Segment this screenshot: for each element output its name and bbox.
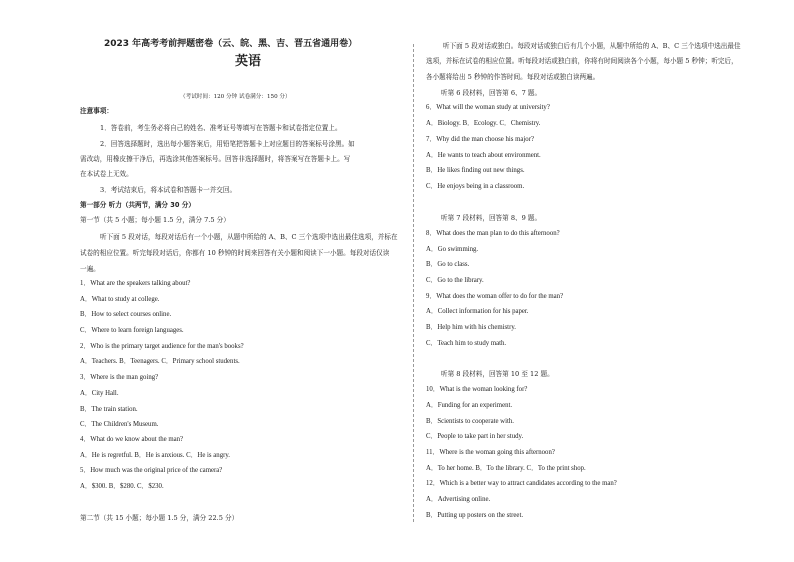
question-10: 10．What is the woman looking for? — [426, 386, 528, 393]
option: A．To her home. B．To the library. C．To the print shop. — [426, 465, 586, 472]
option: B．Go to class. — [426, 261, 470, 268]
option: C．Teach him to study math. — [426, 340, 507, 347]
option: B．The train station. — [80, 406, 138, 413]
material-heading: 听第 8 段材料，回答第 10 至 12 题。 — [441, 370, 554, 378]
notes-item: 在本试卷上无效。 — [80, 170, 133, 178]
question-6: 6．What will the woman study at university? — [426, 104, 550, 111]
exam-info: （考试时间：120 分钟 试卷满分：150 分） — [180, 94, 291, 100]
section2-instructions: 听下面 5 段对话或独白。每段对话或独白后有几个小题，从题中所给的 A、B、C 三个选项中选出最佳 — [443, 42, 741, 50]
question-8: 8．What does the man plan to do this afternoon? — [426, 230, 560, 237]
option: B．Putting up posters on the street. — [426, 512, 524, 519]
question-9: 9．What does the woman offer to do for the man? — [426, 293, 564, 300]
option: A．Funding for an experiment. — [426, 402, 513, 409]
option: C．He enjoys being in a classroom. — [426, 183, 525, 190]
question-1: 1．What are the speakers talking about? — [80, 280, 191, 287]
notes-item: 2．回答选择题时，选出每小题答案后，用铅笔把答题卡上对应题目的答案标号涂黑。如 — [100, 140, 355, 148]
option: C．The Children's Museum. — [80, 421, 159, 428]
option: A．Teachers. B．Teenagers. C．Primary school students. — [80, 358, 240, 365]
option: C．People to take part in her study. — [426, 433, 524, 440]
section2-instructions: 选项，并标在试卷的相应位置。听每段对话或独白前，你将有时间阅读各个小题，每小题 5 秒钟；听完后， — [426, 57, 738, 65]
option: A．Advertising online. — [426, 496, 491, 503]
option: A．He wants to teach about environment. — [426, 152, 541, 159]
section1-heading: 第一节（共 5 小题；每小题 1.5 分，满分 7.5 分） — [80, 216, 230, 224]
part1-heading: 第一部分 听力（共两节，满分 30 分） — [80, 201, 195, 209]
section2-instructions: 各小题将给出 5 秒钟的作答时间。每段对话或独白读两遍。 — [426, 73, 600, 81]
option: B．Scientists to cooperate with. — [426, 418, 514, 425]
question-2: 2．Who is the primary target audience for the man's books? — [80, 343, 244, 350]
question-3: 3．Where is the man going? — [80, 374, 159, 381]
option: A．What to study at college. — [80, 296, 160, 303]
option: B．How to select courses online. — [80, 311, 172, 318]
option: A．$300. B．$280. C．$230. — [80, 483, 164, 490]
section1-instructions: 试卷的相应位置。听完每段对话后，你都有 10 秒钟的时间来回答有关小题和阅读下一小题。每段对话仅读 — [80, 249, 390, 257]
option: B．Help him with his chemistry. — [426, 324, 516, 331]
section1-instructions: 一遍。 — [80, 265, 100, 273]
option: A．Collect information for his paper. — [426, 308, 529, 315]
question-11: 11．Where is the woman going this afternoon? — [426, 449, 555, 456]
option: A．Go swimming. — [426, 246, 479, 253]
question-7: 7．Why did the man choose his major? — [426, 136, 534, 143]
exam-title: 2023 年高考考前押题密卷（云、皖、黑、吉、晋五省通用卷） — [104, 39, 358, 49]
option: A．City Hall. — [80, 390, 119, 397]
notes-item: 1．答卷前，考生务必将自己的姓名、准考证号等填写在答题卡和试卷指定位置上。 — [100, 124, 342, 132]
notes-heading: 注意事项： — [80, 107, 113, 115]
notes-item: 需改动，用橡皮擦干净后，再选涂其他答案标号。回答非选择题时，将答案写在答题卡上。写 — [80, 155, 351, 163]
question-4: 4．What do we know about the man? — [80, 436, 184, 443]
option: C．Where to learn foreign languages. — [80, 327, 184, 334]
section2-heading: 第二节（共 15 小题；每小题 1.5 分，满分 22.5 分） — [80, 514, 239, 522]
question-5: 5．How much was the original price of the camera? — [80, 467, 223, 474]
option: A．Biology. B．Ecology. C．Chemistry. — [426, 120, 541, 127]
material-heading: 听第 6 段材料，回答第 6、7 题。 — [441, 89, 542, 97]
section1-instructions: 听下面 5 段对话，每段对话后有一个小题，从题中所给的 A、B、C 三个选项中选出最佳选项，并标在 — [100, 233, 398, 241]
material-heading: 听第 7 段材料，回答第 8、9 题。 — [441, 214, 542, 222]
question-12: 12．Which is a better way to attract candidates according to the man? — [426, 480, 617, 487]
option: B．He likes finding out new things. — [426, 167, 525, 174]
notes-item: 3．考试结束后，将本试卷和答题卡一并交回。 — [100, 186, 237, 194]
option: C．Go to the library. — [426, 277, 484, 284]
column-divider — [413, 44, 414, 522]
option: A．He is regretful. B．He is anxious. C．He is angry. — [80, 452, 231, 459]
subject-title: 英语 — [235, 54, 262, 69]
